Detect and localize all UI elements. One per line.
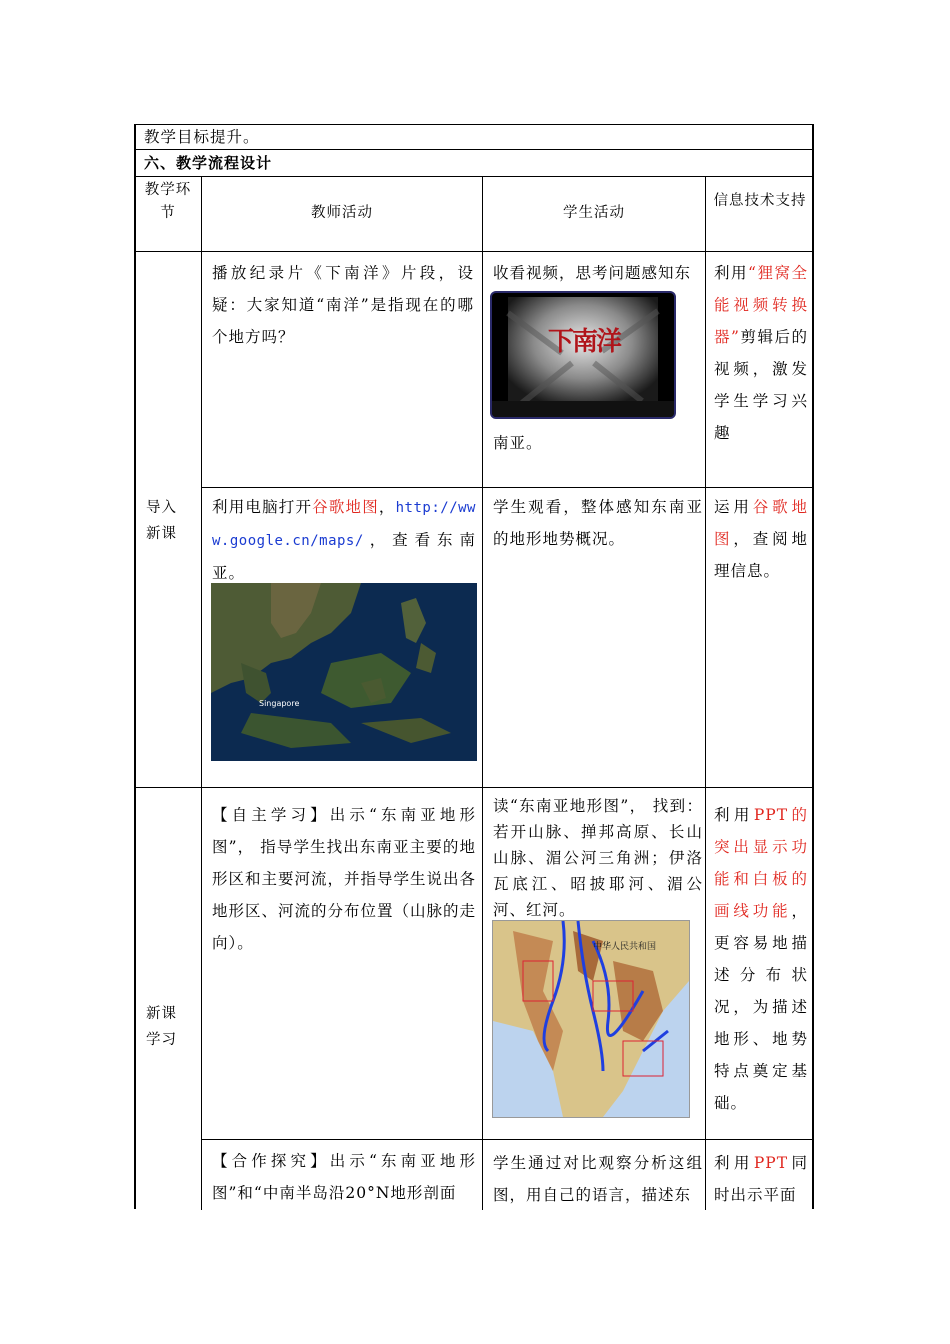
singapore-label: Singapore: [259, 699, 300, 708]
google-maps-text: 谷歌地图: [312, 498, 379, 516]
google-maps-link[interactable]: http://www.google.cn/maps/: [212, 500, 476, 549]
row2-student-text: 学生观看，整体感知东南亚的地形地势概况。: [493, 498, 703, 548]
row-divider: [201, 487, 812, 488]
teaching-design-table: [134, 124, 814, 1209]
stage-intro: 导入新课: [146, 500, 177, 542]
china-label: 中华人民共和国: [593, 942, 657, 952]
header-student: 学生活动: [563, 205, 625, 221]
stage-new: 新课学习: [146, 1006, 177, 1048]
satellite-map-image: [211, 583, 477, 761]
row3-tech-text: 利用PPT的突出显示功能和白板的画线功能，更容易地描述分布状况，为描述地形、地势特点奠定基础。: [714, 806, 808, 1112]
header-teacher: 教师活动: [311, 205, 373, 221]
row1-teacher-text: 播放纪录片《下南洋》片段，设疑：大家知道“南洋”是指现在的哪个地方吗？: [212, 264, 474, 346]
video-title: 下南洋: [548, 327, 621, 357]
col-divider: [482, 176, 483, 1210]
row4-teacher-text: 【合作探究】出示“东南亚地形图”和“中南半岛沿20°N地形剖面: [212, 1152, 476, 1202]
southeast-asia-terrain-map: [492, 920, 690, 1118]
row-divider: [201, 1139, 812, 1140]
satellite-map: [211, 583, 477, 761]
col-divider: [201, 176, 202, 1210]
video-thumbnail[interactable]: [490, 291, 676, 419]
row4-tech-text: 利用PPT同时出示平面: [714, 1154, 808, 1204]
row3-teacher-text: 【自主学习】出示“东南亚地形图”， 指导学生找出东南亚主要的地形区和主要河流，并指导学生说出各地形区、河流的分布位置（山脉的走向）。: [212, 806, 477, 952]
col-divider: [705, 176, 706, 1210]
row1-student-text: 收看视频，思考问题感知东: [493, 264, 692, 282]
row-divider: [136, 787, 812, 788]
row-divider: [136, 251, 812, 252]
row1-tech-text: 利用“狸窝全能视频转换器”剪辑后的视频，激发学生学习兴趣: [714, 264, 808, 442]
row4-student-text: 学生通过对比观察分析这组图，用自己的语言，描述东: [493, 1154, 703, 1204]
header-tech: 信息技术支持: [713, 193, 807, 209]
terrain-map: [493, 921, 689, 1117]
row1-student-text-end: 南亚。: [493, 434, 543, 452]
row2-tech-text: 运用谷歌地图，查阅地理信息。: [714, 498, 808, 580]
row-divider: [136, 176, 812, 177]
section-title: 六、教学流程设计: [144, 154, 273, 172]
row3-student-text: 读“东南亚地形图”， 找到：若开山脉、掸邦高原、长山山脉、湄公河三角洲；伊洛瓦底江、昭披耶河、湄公河、红河。: [493, 797, 703, 919]
intro-line: 教学目标提升。: [144, 128, 260, 146]
header-stage: 教学环节: [144, 182, 192, 221]
row2-teacher-text: 利用电脑打开谷歌地图，http://www.google.cn/maps/，查看东南亚。: [212, 498, 476, 582]
